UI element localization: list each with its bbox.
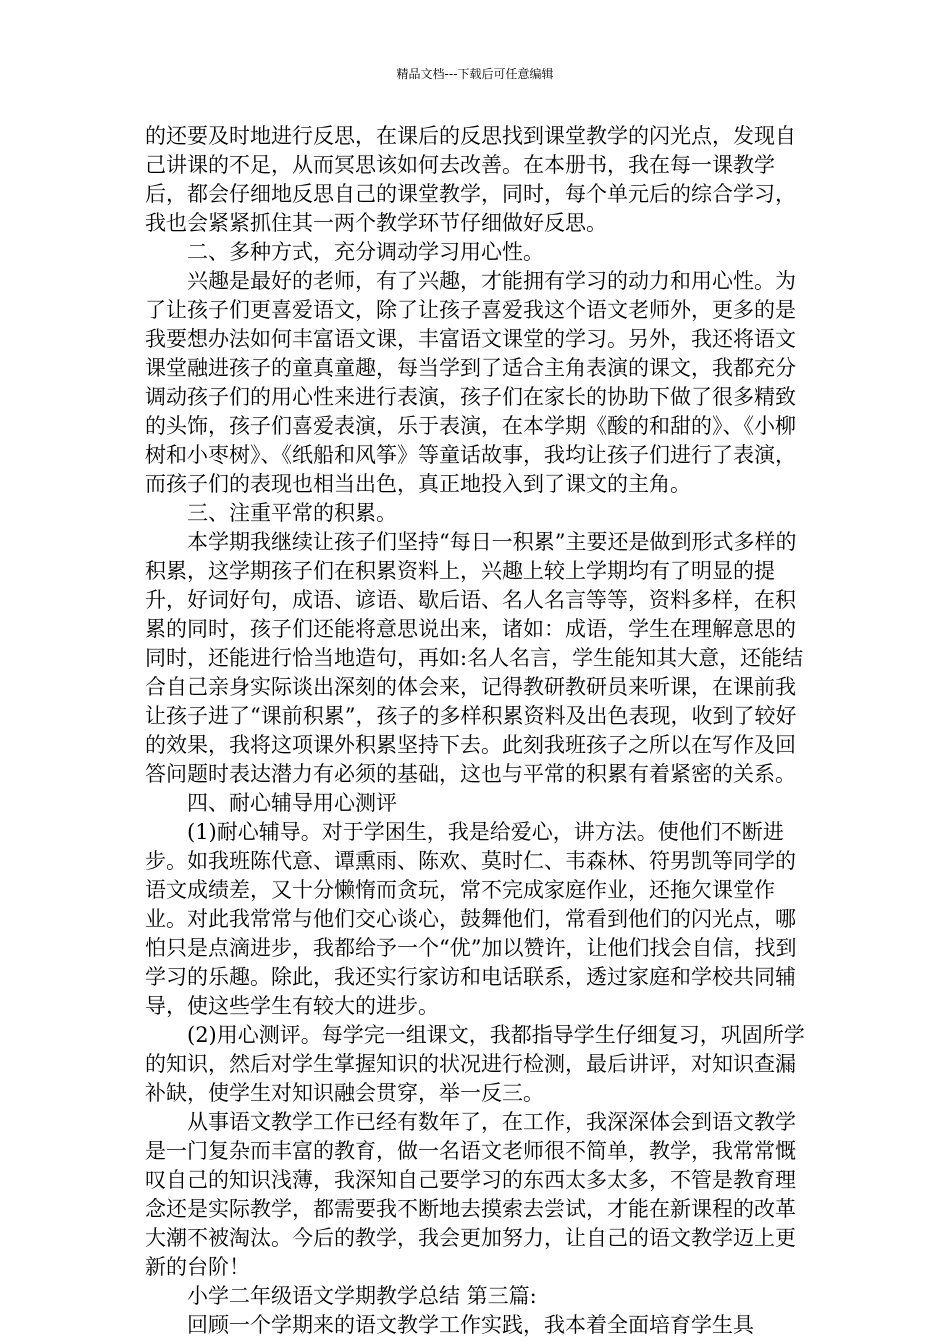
paragraph: 从事语文教学工作已经有数年了，在工作，我深深体会到语文教学是一门复杂而丰富的教育，做一名语文老师很不简单，教学，我常常慨叹自己的知识浅薄，我深知自己要学习的东西太多太多，不管是教育理念还是实际教学，都需要我不断地去摸索去尝试，才能在新课程的改革大潮不被淘汰。今后的教学，我会更加努力，让自己的语文教学迈上更新的台阶！ — [145, 1110, 796, 1279]
section-heading: 四、耐心辅导用心测评 — [187, 791, 397, 815]
page-header: 精品文档---下载后可任意编辑 — [396, 67, 554, 81]
paragraph: 本学期我继续让孩子们坚持“每日一积累”主要还是做到形式多样的积累，这学期孩子们在积累资料上，兴趣上较上学期均有了明显的提升，好词好句，成语、谚语、歇后语、名人名言等等，资料多样，在积累的同时，孩子们还能将意思说出来，诸如：成语，学生在理解意思的同时，还能进行恰当地造句，再如:名人名言，学生能知其大意，还能结合自己亲身实际谈出深刻的体会来，记得教研教研员来听课，在课前我让孩子进了“课前积累”，孩子的多样积累资料及出色表现，收到了较好的效果，我将这项课外积累坚持下去。此刻我班孩子之所以在写作及回答问题时表达潜力有必须的基础，这也与平常的积累有着紧密的关系。 — [145, 530, 804, 786]
section-heading: 三、注重平常的积累。 — [187, 501, 397, 525]
section-heading: 小学二年级语文学期教学总结 第三篇: — [187, 1284, 537, 1308]
paragraph: 兴趣是最好的老师，有了兴趣，才能拥有学习的动力和用心性。为了让孩子们更喜爱语文，除了让孩子喜爱我这个语文老师外，更多的是我要想办法如何丰富语文课，丰富语文课堂的学习。另外，我还将语文课堂融进孩子的童真童趣，每当学到了适合主角表演的课文，我都充分调动孩子们的用心性来进行表演，孩子们在家长的协助下做了很多精致的头饰，孩子们喜爱表演，乐于表演，在本学期《酸的和甜的》、《小柳树和小枣树》、《纸船和风筝》等童话故事，我均让孩子们进行了表演，而孩子们的表现也相当出色，真正地投入到了课文的主角。 — [145, 269, 796, 496]
paragraph: (1)耐心辅导。对于学困生，我是给爱心，讲方法。使他们不断进步。如我班陈代意、谭熏雨、陈欢、莫时仁、韦森林、符男凯等同学的语文成绩差，又十分懒惰而贪玩，常不完成家庭作业，还拖欠课堂作业。对此我常常与他们交心谈心，鼓舞他们，常看到他们的闪光点，哪怕只是点滴进步，我都给予一个“优”加以赞许，让他们找会自信，找到学习的乐趣。除此，我还实行家访和电话联系，透过家庭和学校共同辅导，使这些学生有较大的进步。 — [145, 820, 797, 1018]
paragraph: (2)用心测评。每学完一组课文，我都指导学生仔细复习，巩固所学的知识，然后对学生掌握知识的状况进行检测，最后讲评，对知识查漏补缺，使学生对知识融会贯穿，举一反三。 — [145, 1023, 805, 1105]
paragraph: 的还要及时地进行反思，在课后的反思找到课堂教学的闪光点，发现自己讲课的不足，从而冥思该如何去改善。在本册书，我在每一课教学后，都会仔细地反思自己的课堂教学，同时，每个单元后的综合学习，我也会紧紧抓住其一两个教学环节仔细做好反思。 — [145, 124, 796, 235]
paragraph: 回顾一个学期来的语文教学工作实践，我本着全面培育学生具 — [187, 1313, 754, 1337]
document-body — [145, 122, 813, 1340]
section-heading: 二、多种方式，充分调动学习用心性。 — [187, 240, 544, 264]
